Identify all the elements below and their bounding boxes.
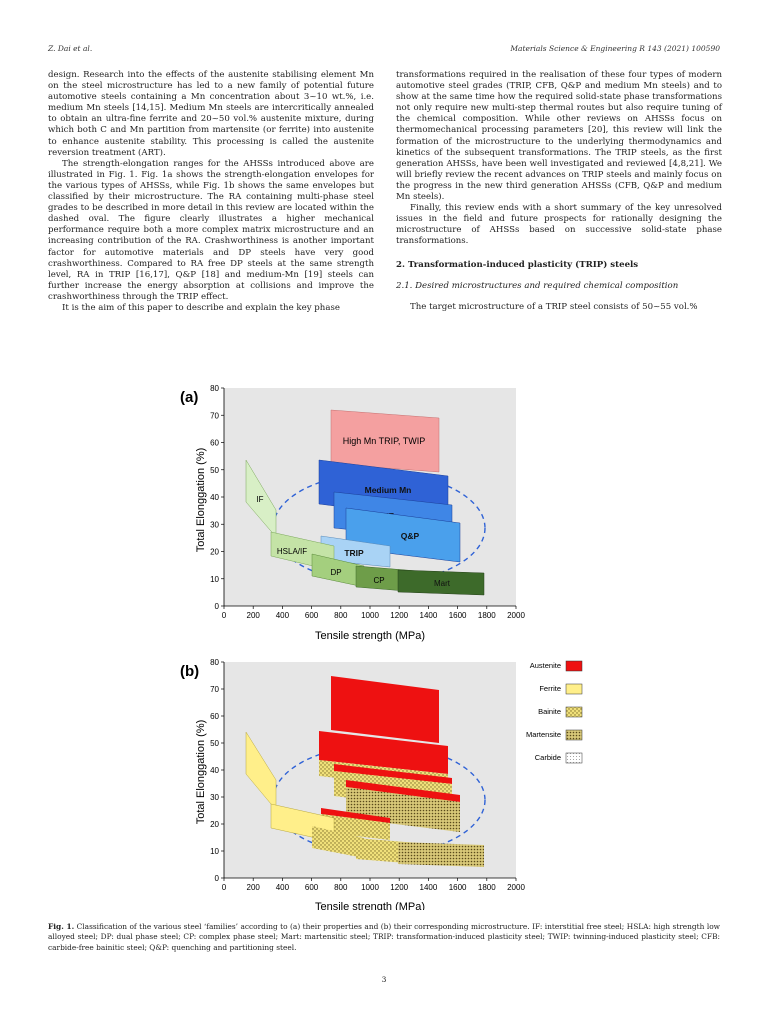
panel-a-label: (a) xyxy=(180,389,199,406)
panel-b-y-ticks xyxy=(210,658,224,883)
x-tick-label: 0 xyxy=(221,611,227,620)
panel-b-label: (b) xyxy=(180,663,200,680)
y-tick-label: 70 xyxy=(210,411,219,421)
left-paragraph-2: The strength-elongation ranges for the AHSSs introduced above are illustrated in Fig. 1. Fig. 1a shows the strength-elongation envelopes for the various types of AHSSs, while Fig. 1b shows the same envelopes but classified by their microstructure. The RA containing multi-phase steel grades to be described in more detail in this review are located within the dashed oval. The figure clearly illustrates a higher mechanical performance require both a more complex matrix microstructure and an increasing contribution of the RA. Crashworthiness is another important factor for automotive materials and DP steels have very good crashworthiness. Compared to RA free DP steels at the same strength level, RA in TRIP [16,17], Q&P [18] and medium-Mn [19] steels can further increase the energy absorption at collisions and improve the crashworthiness through the TRIP effect. xyxy=(48,158,374,302)
subsection-heading: 2.1. Desired microstructures and required chemical composition xyxy=(396,280,679,291)
legend-martensite-label: Martensite xyxy=(525,730,561,739)
y-tick-label: 60 xyxy=(210,438,219,448)
panel-a-x-axis-label: Tensile strength (MPa) xyxy=(314,630,426,642)
panel-b-x-ticks xyxy=(222,878,526,892)
y-tick-label: 30 xyxy=(210,793,219,802)
y-tick-label: 80 xyxy=(210,384,219,393)
y-tick-label: 20 xyxy=(210,820,219,829)
panel-b-x-axis-label: Tensile strength (MPa) xyxy=(314,901,426,910)
x-tick-label: 200 xyxy=(246,611,260,620)
running-header xyxy=(48,44,720,58)
y-tick-label: 60 xyxy=(210,712,219,721)
y-tick-label: 0 xyxy=(214,602,219,611)
label-dp: DP xyxy=(330,568,342,577)
right-paragraph-3: The target microstructure of a TRIP steel consists of 50~55 vol.% xyxy=(410,301,698,312)
panel-a-y-ticks xyxy=(210,384,224,611)
x-tick-label: 800 xyxy=(334,611,348,620)
y-tick-label: 30 xyxy=(210,520,219,530)
label-high-mn-twip: High Mn TRIP, TWIP xyxy=(342,436,426,446)
panel-b-y-axis-label: Total Elonggation (%) xyxy=(195,719,207,825)
panel-a xyxy=(195,384,525,642)
x-tick-label: 400 xyxy=(275,611,290,620)
y-tick-label: 40 xyxy=(210,493,219,502)
region-b-mart xyxy=(398,842,484,867)
label-qp: Q&P xyxy=(400,531,420,541)
legend-ferrite-swatch xyxy=(566,684,582,694)
x-tick-label: 1800 xyxy=(477,883,496,892)
x-tick-label: 1600 xyxy=(448,611,467,620)
y-tick-label: 0 xyxy=(214,874,219,883)
label-trip: TRIP xyxy=(344,548,364,558)
legend-bainite-label: Bainite xyxy=(538,707,561,716)
header-journal: Materials Science & Engineering R 143 (2021) 100590 xyxy=(510,44,720,53)
caption-text: Classification of the various steel ‘families’ according to (a) their properties and (b) their corresponding microstructure. IF: interstitial free steel; HSLA: high strength low alloyed steel; DP: dual phase steel; CP: complex phase steel; Mart: martensitic steel; TRIP: transformation-induced plasticity steel; TWIP: twinning-induced plasticity steel; CFB: carbide-free bainitic steel; Q&P: quenching and partitioning steel. xyxy=(48,922,720,952)
x-tick-label: 1000 xyxy=(361,611,379,620)
panel-b-legend xyxy=(526,661,582,763)
x-tick-label: 2000 xyxy=(507,611,525,620)
panel-b xyxy=(195,658,582,910)
y-tick-label: 50 xyxy=(210,739,219,748)
header-authors: Z. Dai et al. xyxy=(48,44,93,53)
label-hsla: HSLA/IF xyxy=(276,547,308,556)
x-tick-label: 0 xyxy=(221,883,227,892)
caption-label: Fig. 1. xyxy=(48,922,75,931)
figure-caption xyxy=(48,922,720,953)
legend-austenite-swatch xyxy=(566,661,582,671)
panel-a-y-axis-label: Total Elonggation (%) xyxy=(195,447,207,553)
label-medium-mn: Medium Mn xyxy=(364,485,412,495)
legend-ferrite-label: Ferrite xyxy=(539,684,561,693)
left-paragraph-1: design. Research into the effects of the austenite stabilising element Mn on the steel microstructure has led to a new family of potential future automotive steels containing a Mn concentration about 3~10 wt.%, i.e. medium Mn steels [14,15]. Medium Mn steels are intercritically annealed to obtain an ultra-fine ferrite and 20~50 vol.% austenite mixture, during which both C and Mn partition from martensite (or ferrite) into austenite to enhance austenite stability. This processing is called the austenite reversion treatment (ART). xyxy=(48,70,374,158)
y-tick-label: 70 xyxy=(210,685,219,694)
legend-austenite-label: Austenite xyxy=(529,661,561,670)
x-tick-label: 1200 xyxy=(390,883,409,892)
figure-1 xyxy=(176,380,616,910)
section-heading: 2. Transformation-induced plasticity (TRIP) steels xyxy=(396,259,639,270)
y-tick-label: 10 xyxy=(210,574,219,584)
x-tick-label: 400 xyxy=(275,883,290,892)
x-tick-label: 2000 xyxy=(507,883,525,892)
x-tick-label: 1400 xyxy=(419,883,438,892)
figure-svg xyxy=(176,380,616,910)
y-tick-label: 20 xyxy=(210,547,219,557)
panel-a-x-ticks xyxy=(222,606,526,620)
x-tick-label: 1600 xyxy=(448,883,467,892)
legend-bainite-swatch xyxy=(566,707,582,717)
label-if: IF xyxy=(256,495,264,504)
x-tick-label: 600 xyxy=(304,883,319,892)
label-cp: CP xyxy=(373,576,385,585)
page-number: 3 xyxy=(381,975,387,984)
y-tick-label: 40 xyxy=(210,766,219,775)
x-tick-label: 1400 xyxy=(419,611,438,620)
y-tick-label: 50 xyxy=(210,465,219,475)
x-tick-label: 200 xyxy=(246,883,260,892)
left-paragraph-3: It is the aim of this paper to describe and explain the key phase xyxy=(62,302,340,313)
x-tick-label: 600 xyxy=(304,611,319,620)
x-tick-label: 1800 xyxy=(477,611,496,620)
y-tick-label: 10 xyxy=(210,847,219,856)
x-tick-label: 800 xyxy=(334,883,348,892)
right-column xyxy=(396,70,722,313)
legend-carbide-swatch xyxy=(566,753,582,763)
left-column xyxy=(48,70,374,314)
legend-martensite-swatch xyxy=(566,730,582,740)
right-paragraph-1: transformations required in the realisation of these four types of modern automotive steel grades (TRIP, CFB, Q&P and medium Mn steels) and to show at the same time how the required solid-state phase transformations not only require new multi-step thermal routes but also require tuning of the chemical composition. While other reviews on AHSSs focus on thermomechanical processing parameters [20], this review will link the formation of the microstructure to the underlying thermodynamics and kinetics of the subsequent transformations. The TRIP steels, as the first generation AHSSs, have been well investigated and reviewed [4,8,21]. We will briefly review the recent advances on TRIP steels and mainly focus on the progress in the new third generation AHSSs (CFB, Q&P and medium Mn steels). xyxy=(396,70,722,203)
legend-carbide-label: Carbide xyxy=(534,753,561,762)
right-paragraph-2: Finally, this review ends with a short summary of the key unresolved issues in the field and future prospects for rationally designing the microstructure of AHSSs based on successive solid-state phase transformations. xyxy=(396,203,722,247)
label-mart: Mart xyxy=(434,579,450,588)
x-tick-label: 1000 xyxy=(361,883,379,892)
x-tick-label: 1200 xyxy=(390,611,409,620)
y-tick-label: 80 xyxy=(210,658,219,667)
